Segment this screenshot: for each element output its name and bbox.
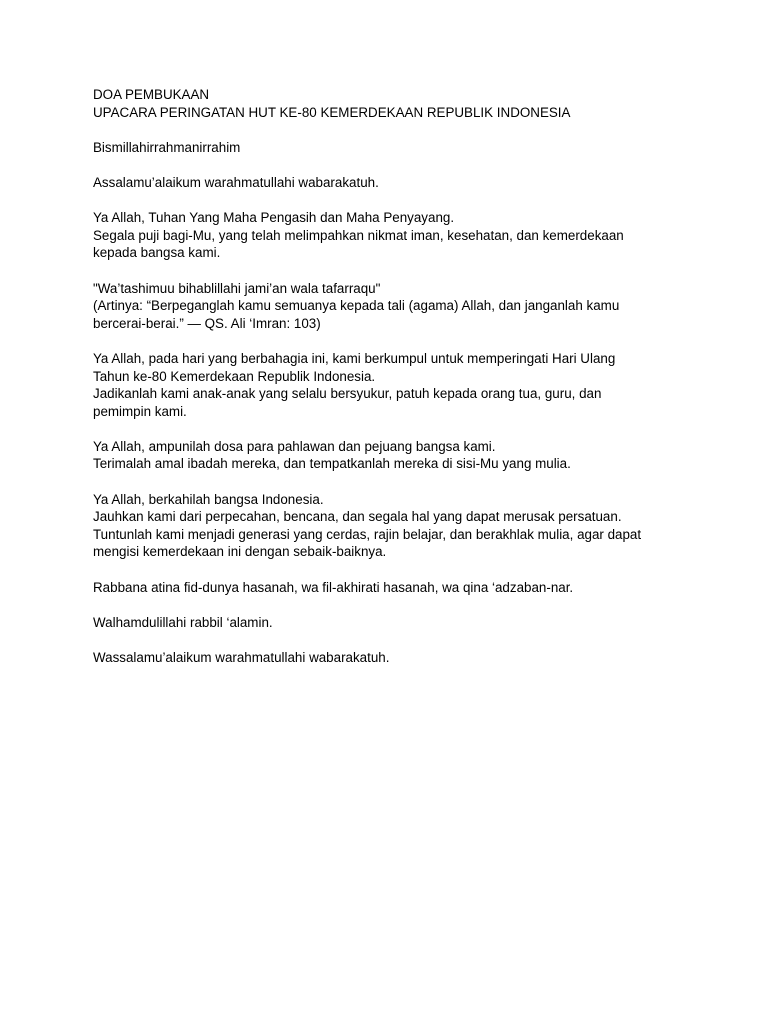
paragraph-rabbana: Rabbana atina fid-dunya hasanah, wa fil-akhirati hasanah, wa qina ‘adzaban-nar.	[93, 579, 574, 595]
paragraph-6-line-1: Ya Allah, ampunilah dosa para pahlawan dan pejuang bangsa kami.	[93, 438, 496, 454]
paragraph-walhamdulillah: Walhamdulillahi rabbil ‘alamin.	[93, 614, 273, 630]
paragraph-gap	[93, 332, 693, 350]
paragraph-4-line-1: "Wa’tashimuu bihablillahi jami’an wala tafarraqu"	[93, 280, 381, 296]
paragraph-5-line-1: Ya Allah, pada hari yang berbahagia ini, kami berkumpul untuk memperingati Hari Ulang	[93, 350, 616, 366]
paragraph-3-line-3: kepada bangsa kami.	[93, 245, 221, 261]
paragraph-gap	[93, 156, 693, 174]
paragraph-gap	[93, 121, 693, 139]
document-title-line-1: DOA PEMBUKAAN	[93, 87, 210, 102]
paragraph-bismillah: Bismillahirrahmanirrahim	[93, 139, 241, 155]
document-title-line-2: UPACARA PERINGATAN HUT KE-80 KEMERDEKAAN REPUBLIK INDONESIA	[93, 104, 571, 120]
paragraph-3-line-2: Segala puji bagi-Mu, yang telah melimpahkan nikmat iman, kesehatan, dan kemerdekaan	[93, 227, 624, 243]
paragraph-3-line-1: Ya Allah, Tuhan Yang Maha Pengasih dan Maha Penyayang.	[93, 210, 455, 226]
paragraph-gap	[93, 561, 693, 579]
paragraph-gap	[93, 631, 693, 649]
paragraph-6-line-2: Terimalah amal ibadah mereka, dan tempatkanlah mereka di sisi-Mu yang mulia.	[93, 456, 571, 472]
paragraph-4-line-2: (Artinya: “Berpeganglah kamu semuanya kepada tali (agama) Allah, dan janganlah kamu	[93, 298, 620, 314]
paragraph-5-line-2: Tahun ke-80 Kemerdekaan Republik Indonesia.	[93, 368, 376, 384]
paragraph-7-line-2: Jauhkan kami dari perpecahan, bencana, dan segala hal yang dapat merusak persatuan.	[93, 509, 622, 525]
paragraph-gap	[93, 473, 693, 491]
paragraph-greeting: Assalamu’alaikum warahmatullahi wabarakatuh.	[93, 174, 379, 190]
paragraph-7-line-4: mengisi kemerdekaan ini dengan sebaik-baiknya.	[93, 544, 387, 560]
paragraph-4-line-3: bercerai-berai.” — QS. Ali ‘Imran: 103)	[93, 315, 321, 331]
paragraph-7-line-3: Tuntunlah kami menjadi generasi yang cerdas, rajin belajar, dan berakhlak mulia, agar dapat	[93, 526, 642, 542]
paragraph-5-line-4: pemimpin kami.	[93, 403, 187, 419]
document-body	[93, 86, 693, 667]
paragraph-gap	[93, 420, 693, 438]
paragraph-gap	[93, 192, 693, 210]
paragraph-gap	[93, 262, 693, 280]
paragraph-gap	[93, 596, 693, 614]
paragraph-5-line-3: Jadikanlah kami anak-anak yang selalu bersyukur, patuh kepada orang tua, guru, dan	[93, 386, 602, 402]
paragraph-7-line-1: Ya Allah, berkahilah bangsa Indonesia.	[93, 491, 324, 507]
paragraph-closing: Wassalamu’alaikum warahmatullahi wabarakatuh.	[93, 650, 390, 665]
